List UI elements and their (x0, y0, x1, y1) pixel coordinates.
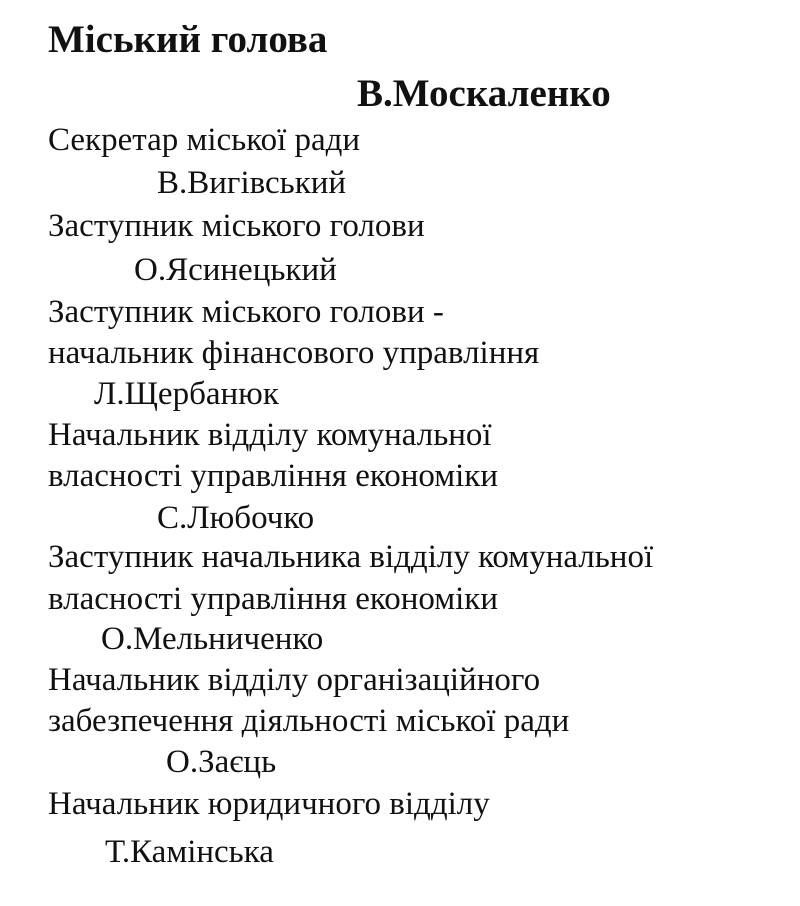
position-line: Заступник міського голови (48, 208, 425, 244)
mayor-name: В.Москаленко (357, 72, 611, 115)
position-line: начальник фінансового управління (48, 335, 540, 371)
signatory-name: В.Вигівський (157, 165, 347, 201)
position-line: власності управління економіки (48, 581, 498, 617)
signatory-name: О.Ясинецький (134, 252, 337, 288)
position-line: Заступник міського голови - (48, 294, 444, 330)
signatory-name: О.Мельниченко (101, 621, 324, 657)
position-line: Секретар міської ради (48, 122, 361, 158)
position-line: Заступник начальника відділу комунальної (48, 539, 654, 575)
signatory-name: Л.Щербанюк (94, 376, 279, 412)
signatory-name: Т.Камінська (105, 834, 274, 870)
position-line: Начальник відділу організаційного (48, 662, 541, 698)
signatory-name: О.Заєць (166, 744, 277, 780)
mayor-title: Міський голова (48, 18, 328, 61)
position-line: Начальник відділу комунальної (48, 417, 492, 453)
position-line: власності управління економіки (48, 458, 498, 494)
signatory-name: С.Любочко (157, 500, 315, 536)
position-line: Начальник юридичного відділу (48, 786, 490, 822)
position-line: забезпечення діяльності міської ради (48, 703, 570, 739)
